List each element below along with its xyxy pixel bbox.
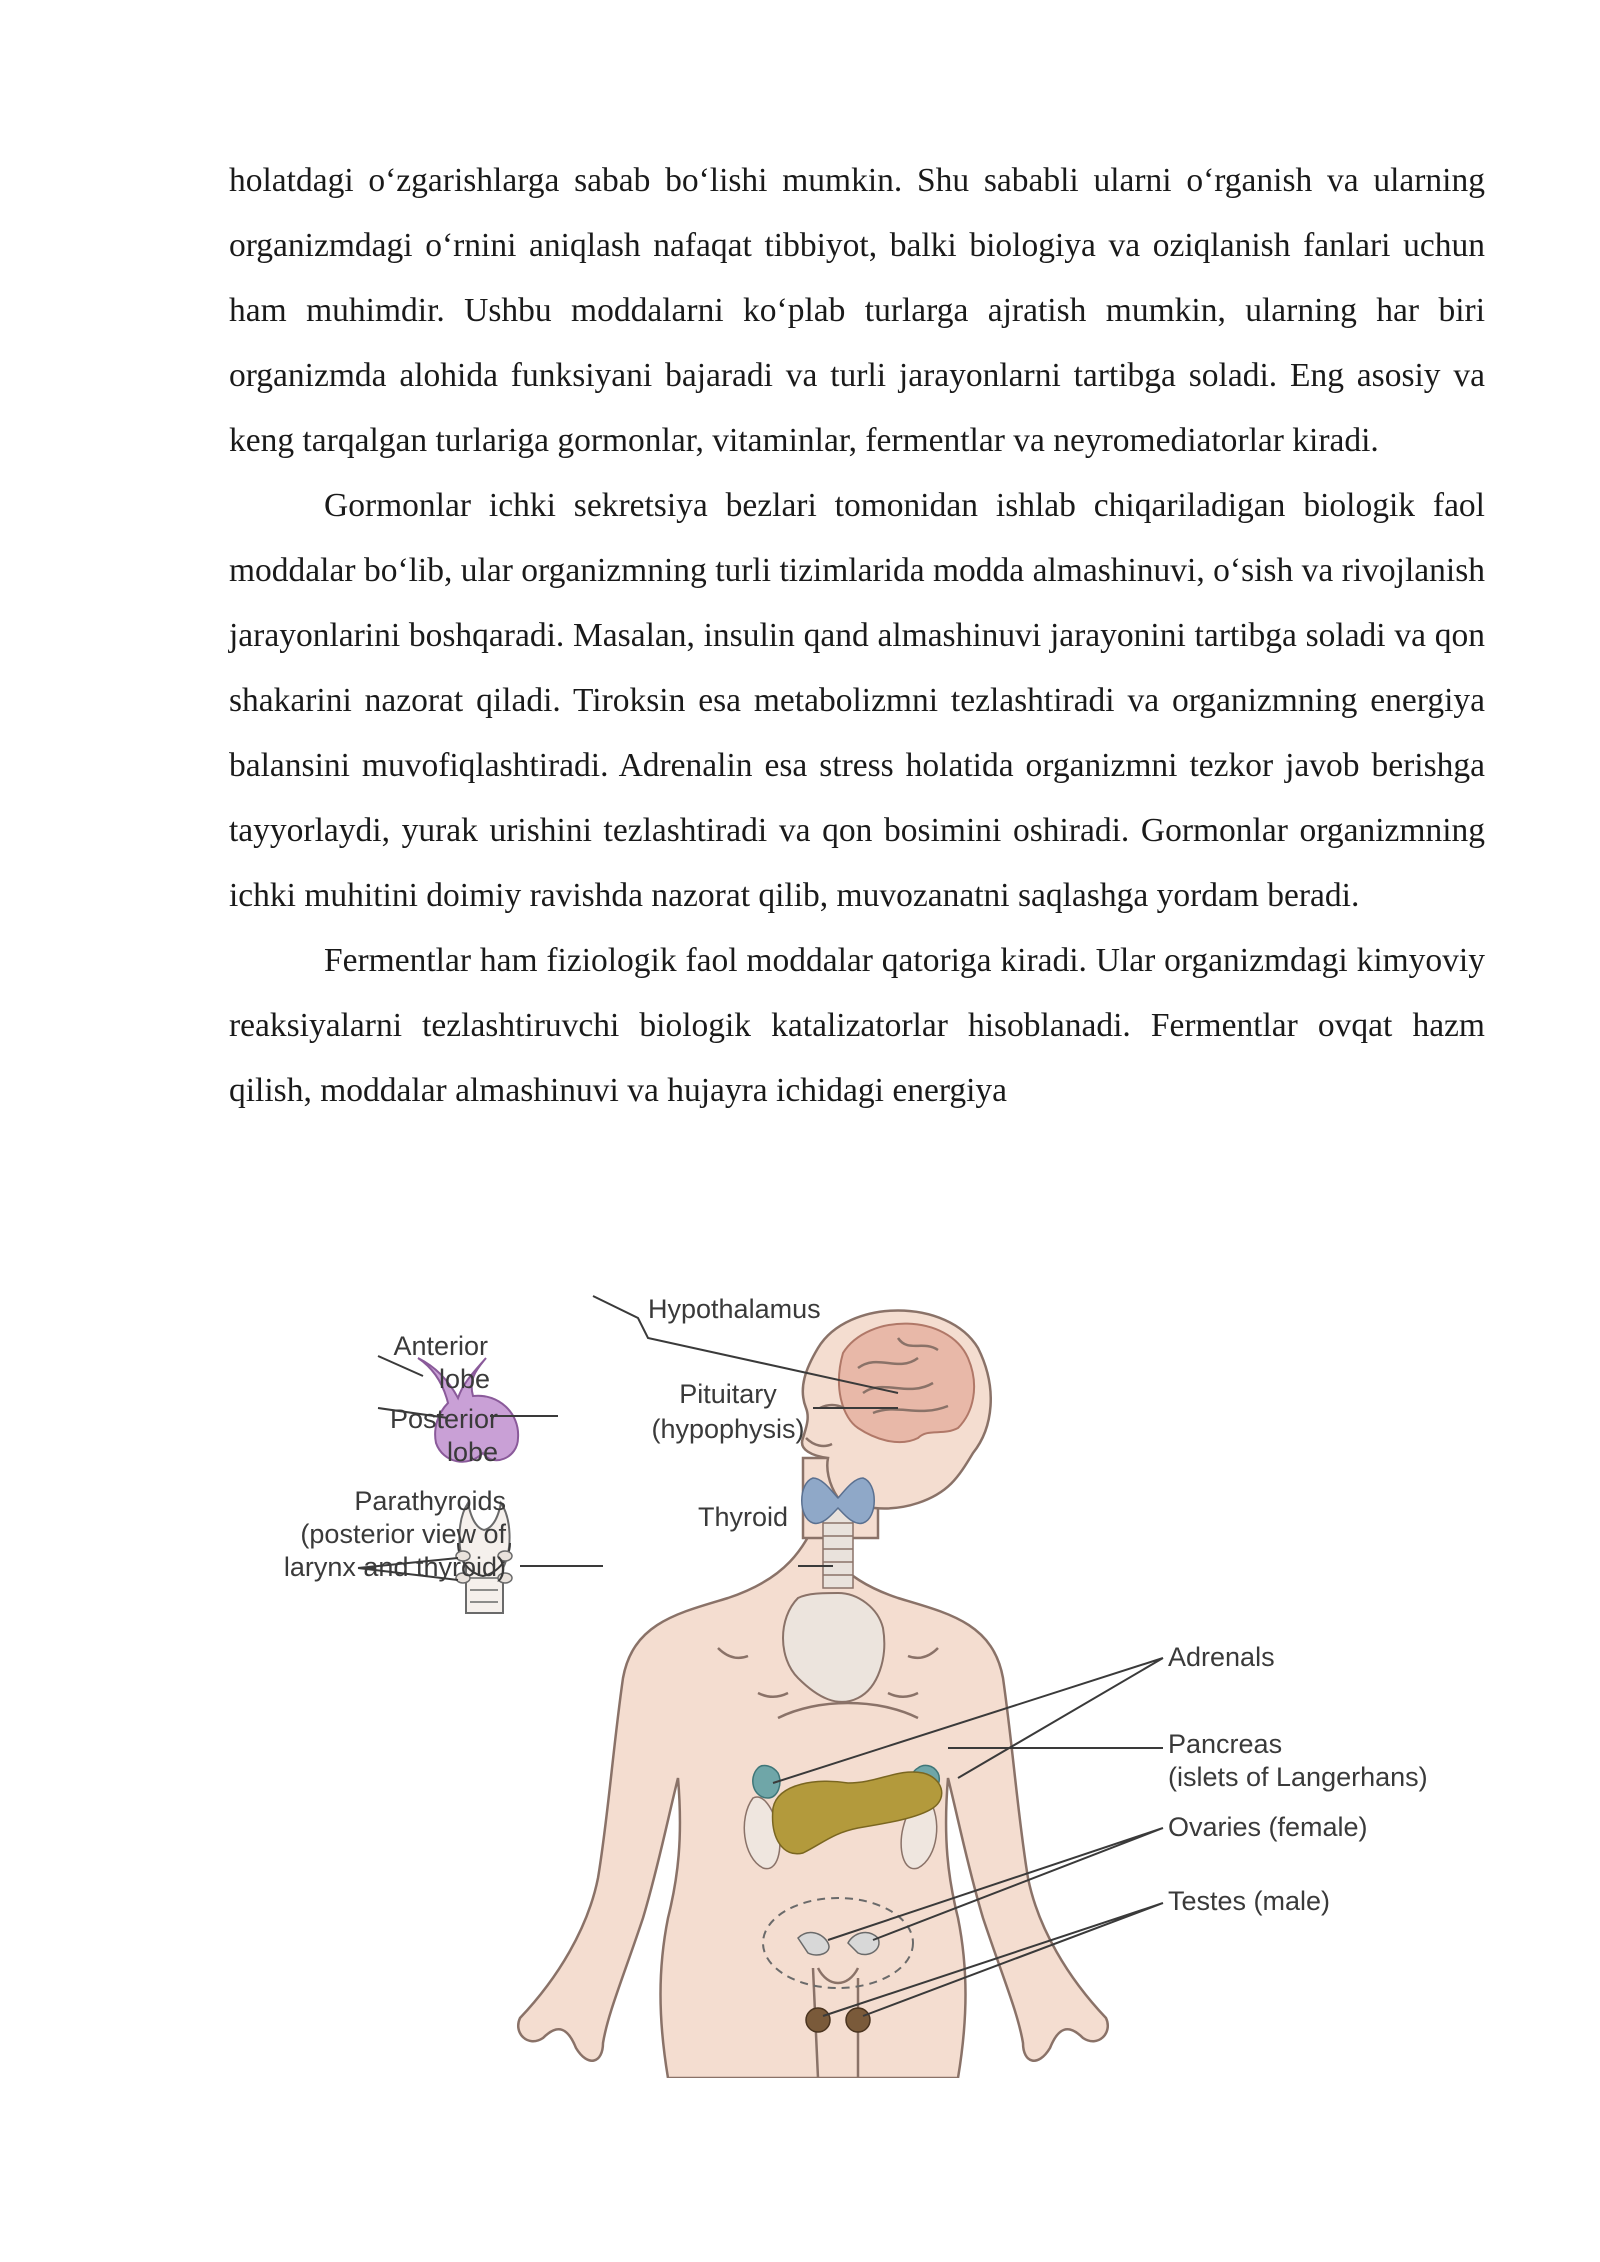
label-posterior-line1: Posterior	[389, 1404, 498, 1434]
label-anterior-line2: lobe	[438, 1364, 490, 1394]
label-parathyroids-line3: larynx and thyroid)	[283, 1552, 506, 1582]
label-pituitary-line1: Pituitary	[679, 1379, 777, 1409]
label-pituitary-line2: (hypophysis)	[651, 1414, 805, 1444]
label-parathyroids-line2: (posterior view of	[300, 1519, 506, 1549]
document-body	[229, 148, 1485, 1123]
label-adrenals: Adrenals	[1168, 1642, 1275, 1672]
endocrine-diagram	[258, 1278, 1458, 2078]
paragraph-enzymes: Fermentlar ham fiziologik faol moddalar qatoriga kiradi. Ular organizmdagi kimyoviy reaksiyalarni tezlashtiruvchi biologik katalizatorlar hisoblanadi. Fermentlar ovqat hazm qilish, moddalar almashinuvi va hujayra ichidagi energiya	[229, 942, 1485, 1109]
label-testes: Testes (male)	[1168, 1886, 1331, 1916]
label-pancreas-line1: Pancreas	[1168, 1729, 1283, 1759]
label-parathyroids-line1: Parathyroids	[354, 1486, 506, 1516]
endocrine-system-figure	[258, 1278, 1458, 2078]
label-anterior-line1: Anterior	[393, 1331, 488, 1361]
paragraph-intro: holatdagi o‘zgarishlarga sabab bo‘lishi mumkin. Shu sababli ularni o‘rganish va ularning organizmdagi o‘rnini aniqlash nafaqat tibbiyot, balki biologiya va oziqlanish fanlari uchun ham muhimdir. Ushbu moddalarni ko‘plab turlarga ajratish mumkin, ularning har biri organizmda alohida funksiyani bajaradi va turli jarayonlarni tartibga soladi. Eng asosiy va keng tarqalgan turlariga gormonlar, vitaminlar, fermentlar va neyromediatorlar kiradi.	[229, 162, 1485, 459]
human-body-outline	[518, 1311, 1108, 2079]
label-thyroid: Thyroid	[698, 1502, 789, 1532]
label-hypothalamus: Hypothalamus	[648, 1294, 821, 1324]
label-ovaries: Ovaries (female)	[1168, 1812, 1368, 1842]
paragraph-hormones: Gormonlar ichki sekretsiya bezlari tomonidan ishlab chiqariladigan biologik faol moddalar bo‘lib, ular organizmning turli tizimlarida modda almashinuvi, o‘sish va rivojlanish jarayonlarini boshqaradi. Masalan, insulin qand almashinuvi jarayonini tartibga soladi va qon shakarini nazorat qiladi. Tiroksin esa metabolizmni tezlashtiradi va organizmning energiya balansini muvofiqlashtiradi. Adrenalin esa stress holatida organizmni tezkor javob berishga tayyorlaydi, yurak urishini tezlashtiradi va qon bosimini oshiradi. Gormonlar organizmning ichki muhitini doimiy ravishda nazorat qilib, muvozanatni saqlashga yordam beradi.	[229, 487, 1485, 914]
label-posterior-line2: lobe	[446, 1437, 498, 1467]
label-pancreas-line2: (islets of Langerhans)	[1168, 1762, 1428, 1792]
